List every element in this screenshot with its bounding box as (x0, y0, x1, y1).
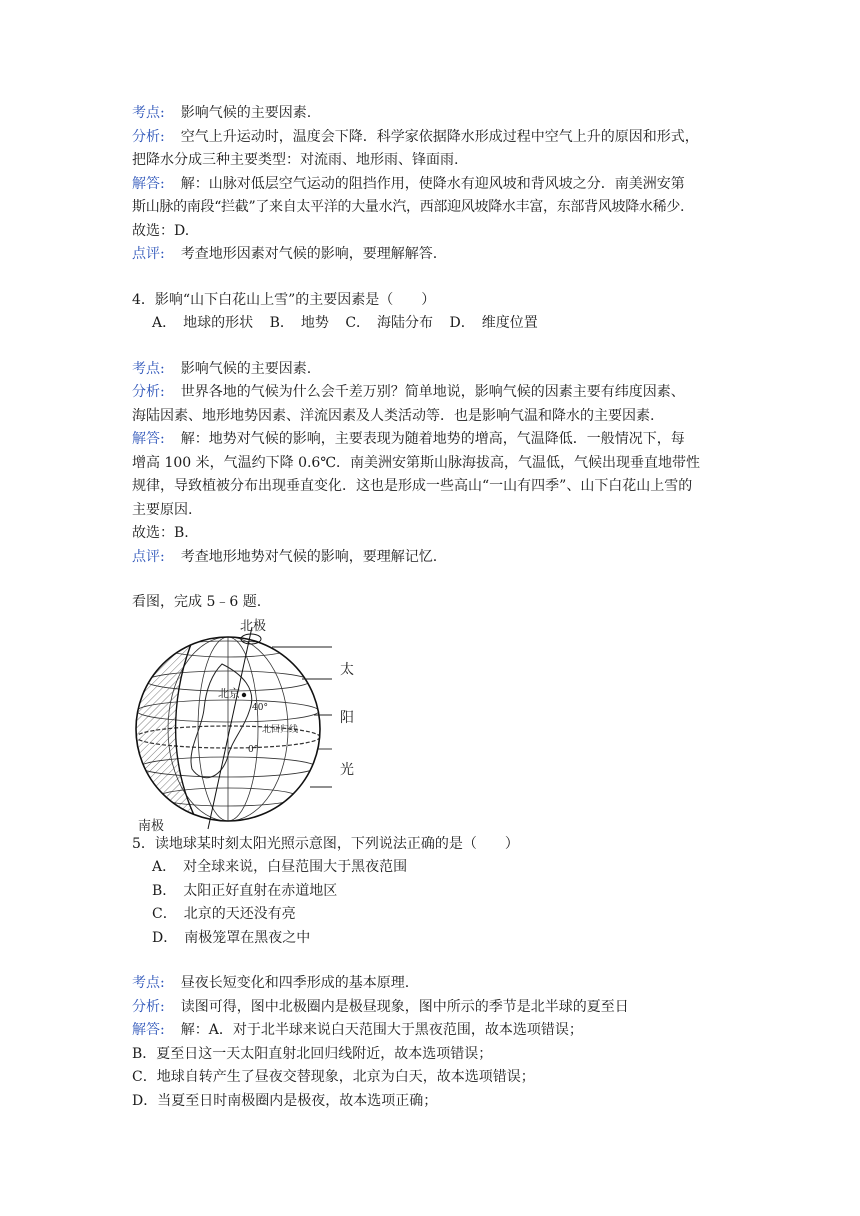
q4-option-c: C． 海陆分布 (345, 315, 434, 331)
document-page (132, 102, 732, 1113)
q4-answer: 故选：B. (132, 525, 189, 541)
q5-jieda-b: B．夏至日这一天太阳直射北回归线附近，故本选项错误； (132, 1045, 493, 1062)
q5-stem: 5．读地球某时刻太阳光照示意图，下列说法正确的是（ ） (132, 835, 519, 852)
q3-fenxi-cont: 把降水分成三种主要类型：对流雨、地形雨、锋面雨. (132, 152, 459, 168)
dianping-tag: 点评: (132, 246, 165, 262)
q3-jieda (132, 173, 732, 197)
kaodian-text: 昼夜长短变化和四季形成的基本原理. (180, 975, 410, 991)
q4-jieda-cont-2: 规律，导致植被分布出现垂直变化．这也是形成一些高山“一山有四季”、山下白花山上雪的 (132, 478, 693, 494)
jieda-text: 解：地势对气候的影响，主要表现为随着地势的增高，气温降低．一般情况下，每 (180, 431, 685, 447)
beijing-label: 北京 (218, 686, 240, 700)
jieda-text: 解：山脉对低层空气运动的阻挡作用，使降水有迎风坡和背风坡之分．南美洲安第 (180, 175, 685, 192)
q4-option-b: B． 地势 (269, 315, 329, 331)
dianping-tag: 点评: (132, 548, 165, 565)
fenxi-text: 读图可得，图中北极圈内是极昼现象，图中所示的季节是北半球的夏至日 (180, 998, 629, 1015)
q4-jieda (132, 428, 732, 452)
fenxi-tag: 分析: (132, 128, 165, 145)
q5-jieda (132, 1019, 732, 1043)
beijing-marker (242, 692, 246, 696)
sun-char-2: 阳 (340, 709, 354, 726)
q4-dianping (132, 546, 732, 570)
south-pole-label: 南极 (138, 818, 165, 834)
q3-jieda-cont: 斯山脉的南段“拦截”了来自太平洋的大量水汽，西部迎风坡降水丰富，东部背风坡降水稀少. (132, 199, 685, 215)
q4-option-a: A． 地球的形状 (152, 315, 254, 331)
jieda-text: 解：A．对于北半球来说白天范围大于黑夜范围，故本选项错误； (180, 1022, 583, 1038)
q4-option-d: D． 维度位置 (449, 315, 538, 331)
q5-jieda-d: D．当夏至日时南极圈内是极夜，故本选项正确； (132, 1092, 438, 1109)
dianping-text: 考查地形地势对气候的影响，要理解记忆. (180, 548, 438, 565)
q4-jieda-cont-1: 增高 100 米，气温约下降 0.6℃．南美洲安第斯山脉海拔高，气温低，气候出现垂直地带性 (132, 454, 700, 471)
q4-fenxi (132, 381, 732, 405)
lat-0-label: 0° (248, 744, 259, 755)
figure-intro: 看图，完成 5﹣6 题. (132, 594, 262, 610)
dianping-text: 考查地形因素对气候的影响，要理解解答. (180, 246, 438, 262)
fenxi-text: 空气上升运动时，温度会下降．科学家依据降水形成过程中空气上升的原因和形式， (180, 128, 699, 145)
globe-figure (132, 618, 362, 834)
jieda-tag: 解答: (132, 431, 165, 447)
q5-fenxi (132, 996, 732, 1020)
q4-stem: 4．影响“山下白花山上雪”的主要因素是（ ） (132, 291, 436, 308)
q3-kaodian (132, 102, 732, 126)
kaodian-tag: 考点: (132, 975, 165, 991)
q5-option-d: D． 南极笼罩在黑夜之中 (152, 929, 311, 946)
q5-option-a: A． 对全球来说，白昼范围大于黑夜范围 (152, 859, 408, 875)
sun-char-3: 光 (340, 761, 354, 778)
q4-fenxi-cont: 海陆因素、地形地势因素、洋流因素及人类活动等．也是影响气温和降水的主要因素. (132, 407, 655, 424)
globe-illustration (132, 619, 362, 831)
fenxi-tag: 分析: (132, 998, 165, 1015)
north-pole-label: 北极 (240, 618, 267, 634)
sun-rays (272, 647, 332, 787)
q5-kaodian (132, 972, 732, 996)
kaodian-text: 影响气候的主要因素. (180, 360, 312, 377)
q3-fenxi (132, 126, 732, 150)
sun-char-1: 太 (340, 661, 354, 678)
tropic-label: 北回归线 (262, 724, 299, 735)
q3-dianping (132, 243, 732, 267)
q4-kaodian (132, 358, 732, 382)
kaodian-text: 影响气候的主要因素. (180, 105, 312, 121)
jieda-tag: 解答: (132, 175, 165, 192)
q5-option-b: B． 太阳正好直射在赤道地区 (152, 882, 338, 899)
q4-options (132, 312, 732, 336)
q5-option-c: C． 北京的天还没有亮 (152, 906, 296, 922)
fenxi-text: 世界各地的气候为什么会千差万别？简单地说，影响气候的因素主要有纬度因素、 (180, 384, 685, 400)
q4-jieda-cont-3: 主要原因. (132, 501, 193, 518)
fenxi-tag: 分析: (132, 384, 165, 400)
q3-answer: 故选：D. (132, 222, 190, 239)
kaodian-tag: 考点: (132, 105, 165, 121)
jieda-tag: 解答: (132, 1022, 165, 1038)
kaodian-tag: 考点: (132, 360, 165, 377)
lat-40-label: 40° (252, 702, 268, 713)
q5-jieda-c: C．地球自转产生了昼夜交替现象，北京为白天，故本选项错误； (132, 1069, 535, 1085)
